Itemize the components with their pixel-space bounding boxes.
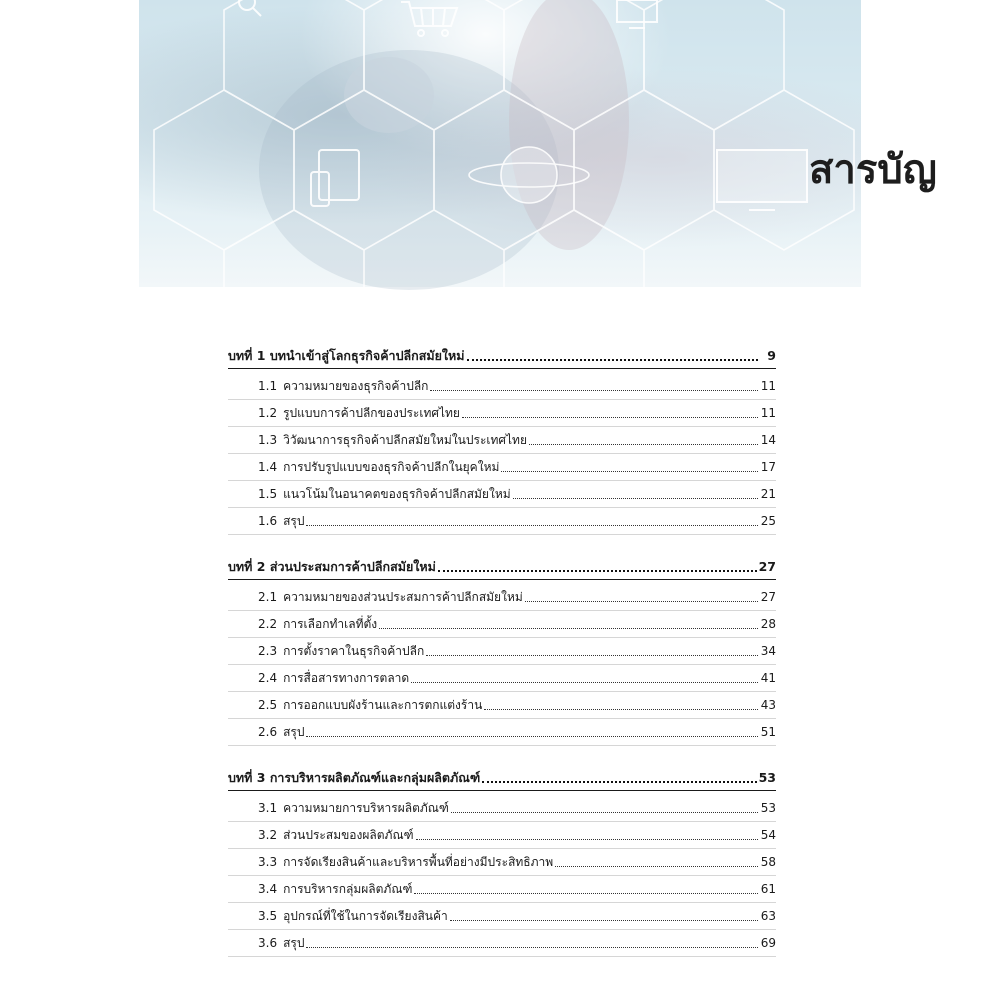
section-page-number: 28 (760, 617, 776, 631)
section-title: รูปแบบการค้าปลีกของประเทศไทย (283, 406, 460, 420)
toc-section-entry[interactable] (228, 822, 776, 849)
chapter-title: บทที่ 1 บทนำเข้าสู่โลกธุรกิจค้าปลีกสมัยใหม่ (228, 348, 465, 363)
section-number: 3.2 (258, 828, 278, 842)
dot-leader (482, 767, 756, 783)
section-number: 2.4 (258, 671, 278, 685)
section-number: 1.1 (258, 379, 278, 393)
section-title: ส่วนประสมของผลิตภัณฑ์ (283, 828, 414, 842)
dot-leader (306, 722, 758, 737)
section-number: 1.6 (258, 514, 278, 528)
toc-section-entry[interactable] (228, 373, 776, 400)
dot-leader (525, 587, 758, 602)
section-title: การบริหารกลุ่มผลิตภัณฑ์ (283, 882, 413, 896)
toc-chapter (228, 555, 776, 746)
dot-leader (438, 556, 757, 572)
toc-section-entry[interactable] (228, 876, 776, 903)
toc-section-entry[interactable] (228, 481, 776, 508)
section-title: ความหมายของส่วนประสมการค้าปลีกสมัยใหม่ (283, 590, 523, 604)
toc-section-entry[interactable] (228, 665, 776, 692)
toc-section-entry[interactable] (228, 930, 776, 957)
chapter-page-number: 53 (758, 770, 776, 785)
toc-section-entry[interactable] (228, 719, 776, 746)
section-title: การออกแบบผังร้านและการตกแต่งร้าน (283, 698, 483, 712)
section-page-number: 51 (760, 725, 776, 739)
dot-leader (414, 879, 758, 894)
chapter-title: บทที่ 2 ส่วนประสมการค้าปลีกสมัยใหม่ (228, 559, 436, 574)
section-page-number: 63 (760, 909, 776, 923)
dot-leader (555, 852, 758, 867)
section-page-number: 69 (760, 936, 776, 950)
dot-leader (462, 403, 758, 418)
toc-section-entry[interactable] (228, 584, 776, 611)
header-banner (139, 0, 937, 287)
section-number: 3.1 (258, 801, 278, 815)
section-number: 2.5 (258, 698, 278, 712)
toc-chapter (228, 344, 776, 535)
dot-leader (501, 457, 758, 472)
section-number: 2.2 (258, 617, 278, 631)
section-number: 3.5 (258, 909, 278, 923)
section-title: แนวโน้มในอนาคตของธุรกิจค้าปลีกสมัยใหม่ (283, 487, 511, 501)
section-number: 1.4 (258, 460, 278, 474)
toc-section-entry[interactable] (228, 611, 776, 638)
section-page-number: 41 (760, 671, 776, 685)
section-title: ความหมายของธุรกิจค้าปลีก (283, 379, 429, 393)
section-page-number: 61 (760, 882, 776, 896)
section-number: 1.2 (258, 406, 278, 420)
section-title: การเลือกทำเลที่ตั้ง (283, 617, 378, 631)
dot-leader (451, 798, 758, 813)
search-icon (239, 0, 261, 16)
section-number: 1.5 (258, 487, 278, 501)
section-page-number: 17 (760, 460, 776, 474)
toc-chapter (228, 766, 776, 957)
section-page-number: 54 (760, 828, 776, 842)
chapter-page-number: 9 (767, 348, 776, 363)
toc-section-entry[interactable] (228, 795, 776, 822)
section-number: 1.3 (258, 433, 278, 447)
section-title: สรุป (283, 725, 305, 739)
dot-leader (416, 825, 758, 840)
toc-section-entry[interactable] (228, 400, 776, 427)
monitor-icon (617, 0, 657, 28)
section-number: 3.6 (258, 936, 278, 950)
section-title: วิวัฒนาการธุรกิจค้าปลีกสมัยใหม่ในประเทศไทย (283, 433, 527, 447)
section-title: การปรับรูปแบบของธุรกิจค้าปลีกในยุคใหม่ (283, 460, 500, 474)
toc-chapter-heading[interactable] (228, 766, 776, 791)
dot-leader (306, 511, 758, 526)
toc-section-entry[interactable] (228, 508, 776, 535)
section-title: สรุป (283, 936, 305, 950)
section-number: 2.3 (258, 644, 278, 658)
computer-icon (717, 150, 807, 210)
section-number: 3.4 (258, 882, 278, 896)
toc-section-entry[interactable] (228, 454, 776, 481)
section-number: 2.6 (258, 725, 278, 739)
dot-leader (450, 906, 758, 921)
section-page-number: 27 (760, 590, 776, 604)
hexagon-network-graphic (139, 0, 861, 287)
section-page-number: 11 (760, 379, 776, 393)
section-title: ความหมายการบริหารผลิตภัณฑ์ (283, 801, 449, 815)
section-page-number: 58 (760, 855, 776, 869)
section-page-number: 11 (760, 406, 776, 420)
toc-section-entry[interactable] (228, 638, 776, 665)
dot-leader (411, 668, 758, 683)
section-title: อุปกรณ์ที่ใช้ในการจัดเรียงสินค้า (283, 909, 448, 923)
section-number: 3.3 (258, 855, 278, 869)
section-number: 2.1 (258, 590, 278, 604)
section-page-number: 25 (760, 514, 776, 528)
dot-leader (379, 614, 758, 629)
dot-leader (306, 933, 758, 948)
chapter-page-number: 27 (758, 559, 776, 574)
toc-section-entry[interactable] (228, 692, 776, 719)
section-title: สรุป (283, 514, 305, 528)
dot-leader (426, 641, 758, 656)
section-page-number: 53 (760, 801, 776, 815)
toc-section-entry[interactable] (228, 849, 776, 876)
toc-chapter-heading[interactable] (228, 344, 776, 369)
dot-leader (430, 376, 758, 391)
section-title: การสื่อสารทางการตลาด (283, 671, 410, 685)
toc-chapter-heading[interactable] (228, 555, 776, 580)
section-page-number: 34 (760, 644, 776, 658)
page-title: สารบัญ (809, 147, 937, 193)
dot-leader (484, 695, 758, 710)
chapter-title: บทที่ 3 การบริหารผลิตภัณฑ์และกลุ่มผลิตภัณฑ์ (228, 770, 481, 785)
toc-section-entry[interactable] (228, 427, 776, 454)
section-title: การตั้งราคาในธุรกิจค้าปลีก (283, 644, 425, 658)
dot-leader (467, 345, 758, 361)
toc-section-entry[interactable] (228, 903, 776, 930)
cart-icon (401, 2, 457, 36)
section-page-number: 43 (760, 698, 776, 712)
section-page-number: 21 (760, 487, 776, 501)
table-of-contents (228, 344, 776, 977)
section-title: การจัดเรียงสินค้าและบริหารพื้นที่อย่างมีประสิทธิภาพ (283, 855, 554, 869)
dot-leader (513, 484, 758, 499)
dot-leader (529, 430, 758, 445)
section-page-number: 14 (760, 433, 776, 447)
